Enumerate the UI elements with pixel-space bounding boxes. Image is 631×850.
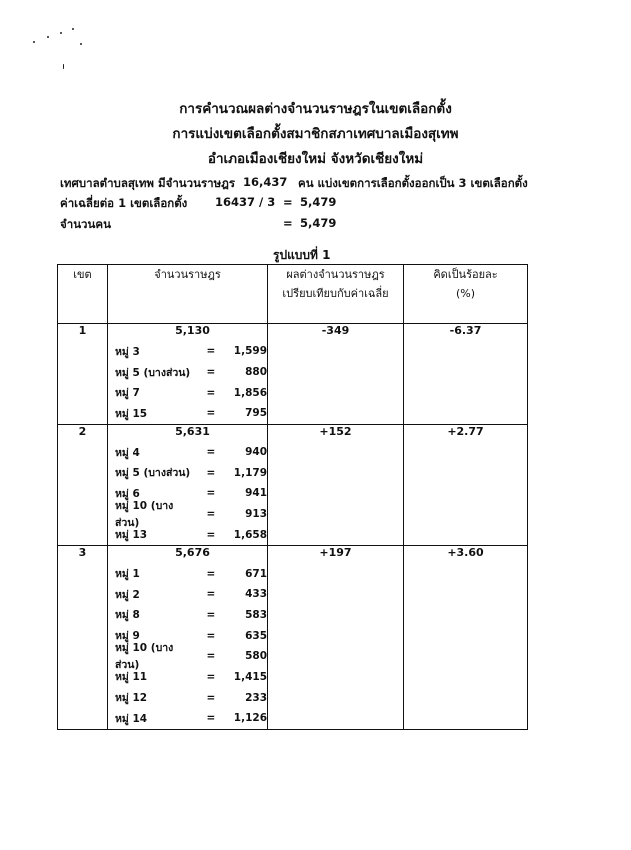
village-equals: = — [206, 366, 216, 379]
people-eq: = — [283, 216, 293, 230]
village-name: หมู่ 8 — [115, 609, 140, 622]
zone-difference: +197 — [268, 546, 404, 730]
village-population: 583 — [245, 608, 267, 621]
village-equals: = — [206, 446, 216, 459]
village-population: 433 — [245, 588, 267, 601]
village-row — [108, 642, 267, 672]
header-zone: เขต — [58, 265, 108, 324]
zone-number: 2 — [58, 424, 108, 545]
zone-percent: +2.77 — [404, 424, 528, 545]
village-equals: = — [206, 670, 216, 683]
header-percent-line-1: คิดเป็นร้อยละ — [433, 268, 498, 281]
village-row — [108, 687, 267, 708]
zone-percent: -6.37 — [404, 324, 528, 425]
village-name: หมู่ 9 — [115, 630, 140, 643]
village-population: 940 — [245, 446, 267, 459]
village-population: 913 — [245, 508, 267, 521]
village-population: 1,658 — [233, 528, 267, 541]
village-name: หมู่ 10 (บางส่วน) — [115, 500, 174, 530]
village-row — [108, 584, 267, 605]
table-row — [58, 546, 528, 730]
village-equals: = — [206, 508, 216, 521]
average-label: ค่าเฉลี่ยต่อ 1 เขตเลือกตั้ง — [60, 196, 188, 210]
village-population: 635 — [245, 629, 267, 642]
zone-number: 3 — [58, 546, 108, 730]
village-row — [108, 708, 267, 729]
village-name: หมู่ 13 — [115, 529, 148, 542]
document-title-line-3: อำเภอเมืองเชียงใหม่ จังหวัดเชียงใหม่ — [207, 151, 424, 167]
village-row — [108, 525, 267, 546]
average-eq: = — [283, 195, 293, 209]
village-row — [108, 667, 267, 688]
population-label: เทศบาลตำบลสุเทพ มีจำนวนราษฎร — [60, 176, 236, 190]
zone-number: 1 — [58, 324, 108, 425]
table-header-row — [58, 265, 528, 324]
population-value: 16,437 — [243, 175, 288, 189]
village-name: หมู่ 15 — [115, 407, 148, 420]
zone-total: 5,130 — [175, 324, 210, 337]
zone-population-cell — [108, 424, 268, 545]
village-population: 880 — [245, 366, 267, 379]
village-equals: = — [206, 567, 216, 580]
village-population: 1,856 — [233, 386, 267, 399]
village-row — [108, 462, 267, 483]
header-population: จำนวนราษฎร — [108, 265, 268, 324]
village-row — [108, 563, 267, 584]
header-percent-line-2: (%) — [455, 287, 476, 300]
zone-total: 5,676 — [175, 546, 210, 560]
people-value: 5,479 — [300, 216, 337, 230]
village-population: 1,415 — [233, 670, 267, 683]
zone-population-cell — [108, 546, 268, 730]
village-equals: = — [206, 487, 216, 500]
village-population: 233 — [245, 691, 267, 704]
village-population: 580 — [245, 650, 267, 663]
header-percent — [404, 265, 528, 324]
village-row — [108, 605, 267, 626]
population-table — [57, 264, 528, 730]
village-equals: = — [206, 650, 216, 663]
document-title-line-2: การแบ่งเขตเลือกตั้งสมาชิกสภาเทศบาลเมืองสุเทพ — [172, 126, 459, 142]
average-value: 5,479 — [300, 195, 337, 209]
average-calc: 16437 / 3 — [215, 195, 276, 209]
header-difference-line-2: เปรียบเทียบกับค่าเฉลี่ย — [282, 287, 389, 300]
village-equals: = — [206, 712, 216, 725]
village-row — [108, 341, 267, 362]
village-name: หมู่ 14 — [115, 712, 148, 725]
village-equals: = — [206, 466, 216, 479]
table-body — [58, 324, 528, 730]
village-equals: = — [206, 629, 216, 642]
village-population: 671 — [245, 567, 267, 580]
zone-population-cell — [108, 324, 268, 425]
village-name: หมู่ 5 (บางส่วน) — [115, 366, 191, 379]
people-label: จำนวนคน — [60, 217, 111, 231]
zone-total: 5,631 — [175, 424, 210, 438]
table-row — [58, 424, 528, 545]
village-equals: = — [206, 588, 216, 601]
header-difference — [268, 265, 404, 324]
village-equals: = — [206, 386, 216, 399]
village-name: หมู่ 6 — [115, 487, 140, 500]
zone-difference: -349 — [268, 324, 404, 425]
village-row — [108, 403, 267, 424]
village-population: 1,599 — [233, 345, 267, 358]
village-equals: = — [206, 528, 216, 541]
village-name: หมู่ 11 — [115, 671, 148, 684]
village-population: 1,126 — [233, 712, 267, 725]
table-caption: รูปแบบที่ 1 — [273, 248, 331, 262]
village-name: หมู่ 7 — [115, 387, 140, 400]
village-name: หมู่ 2 — [115, 588, 140, 601]
village-population: 941 — [245, 487, 267, 500]
village-equals: = — [206, 407, 216, 420]
village-row — [108, 442, 267, 463]
population-rest: คน แบ่งเขตการเลือกตั้งออกเป็น 3 เขตเลือกตั้ง — [298, 176, 528, 190]
table-row — [58, 324, 528, 425]
village-population: 795 — [245, 407, 267, 420]
village-equals: = — [206, 691, 216, 704]
village-name: หมู่ 12 — [115, 692, 148, 705]
document-title-line-1: การคำนวณผลต่างจำนวนราษฎรในเขตเลือกตั้ง — [179, 101, 452, 117]
village-row — [108, 500, 267, 530]
village-name: หมู่ 4 — [115, 446, 140, 459]
zone-difference: +152 — [268, 424, 404, 545]
village-equals: = — [206, 608, 216, 621]
village-row — [108, 362, 267, 383]
village-population: 1,179 — [233, 466, 267, 479]
village-equals: = — [206, 345, 216, 358]
header-difference-line-1: ผลต่างจำนวนราษฎร — [286, 268, 385, 281]
village-name: หมู่ 1 — [115, 568, 140, 581]
village-name: หมู่ 3 — [115, 345, 140, 358]
village-row — [108, 382, 267, 403]
zone-percent: +3.60 — [404, 546, 528, 730]
village-name: หมู่ 5 (บางส่วน) — [115, 467, 191, 480]
village-name: หมู่ 10 (บางส่วน) — [115, 642, 174, 672]
